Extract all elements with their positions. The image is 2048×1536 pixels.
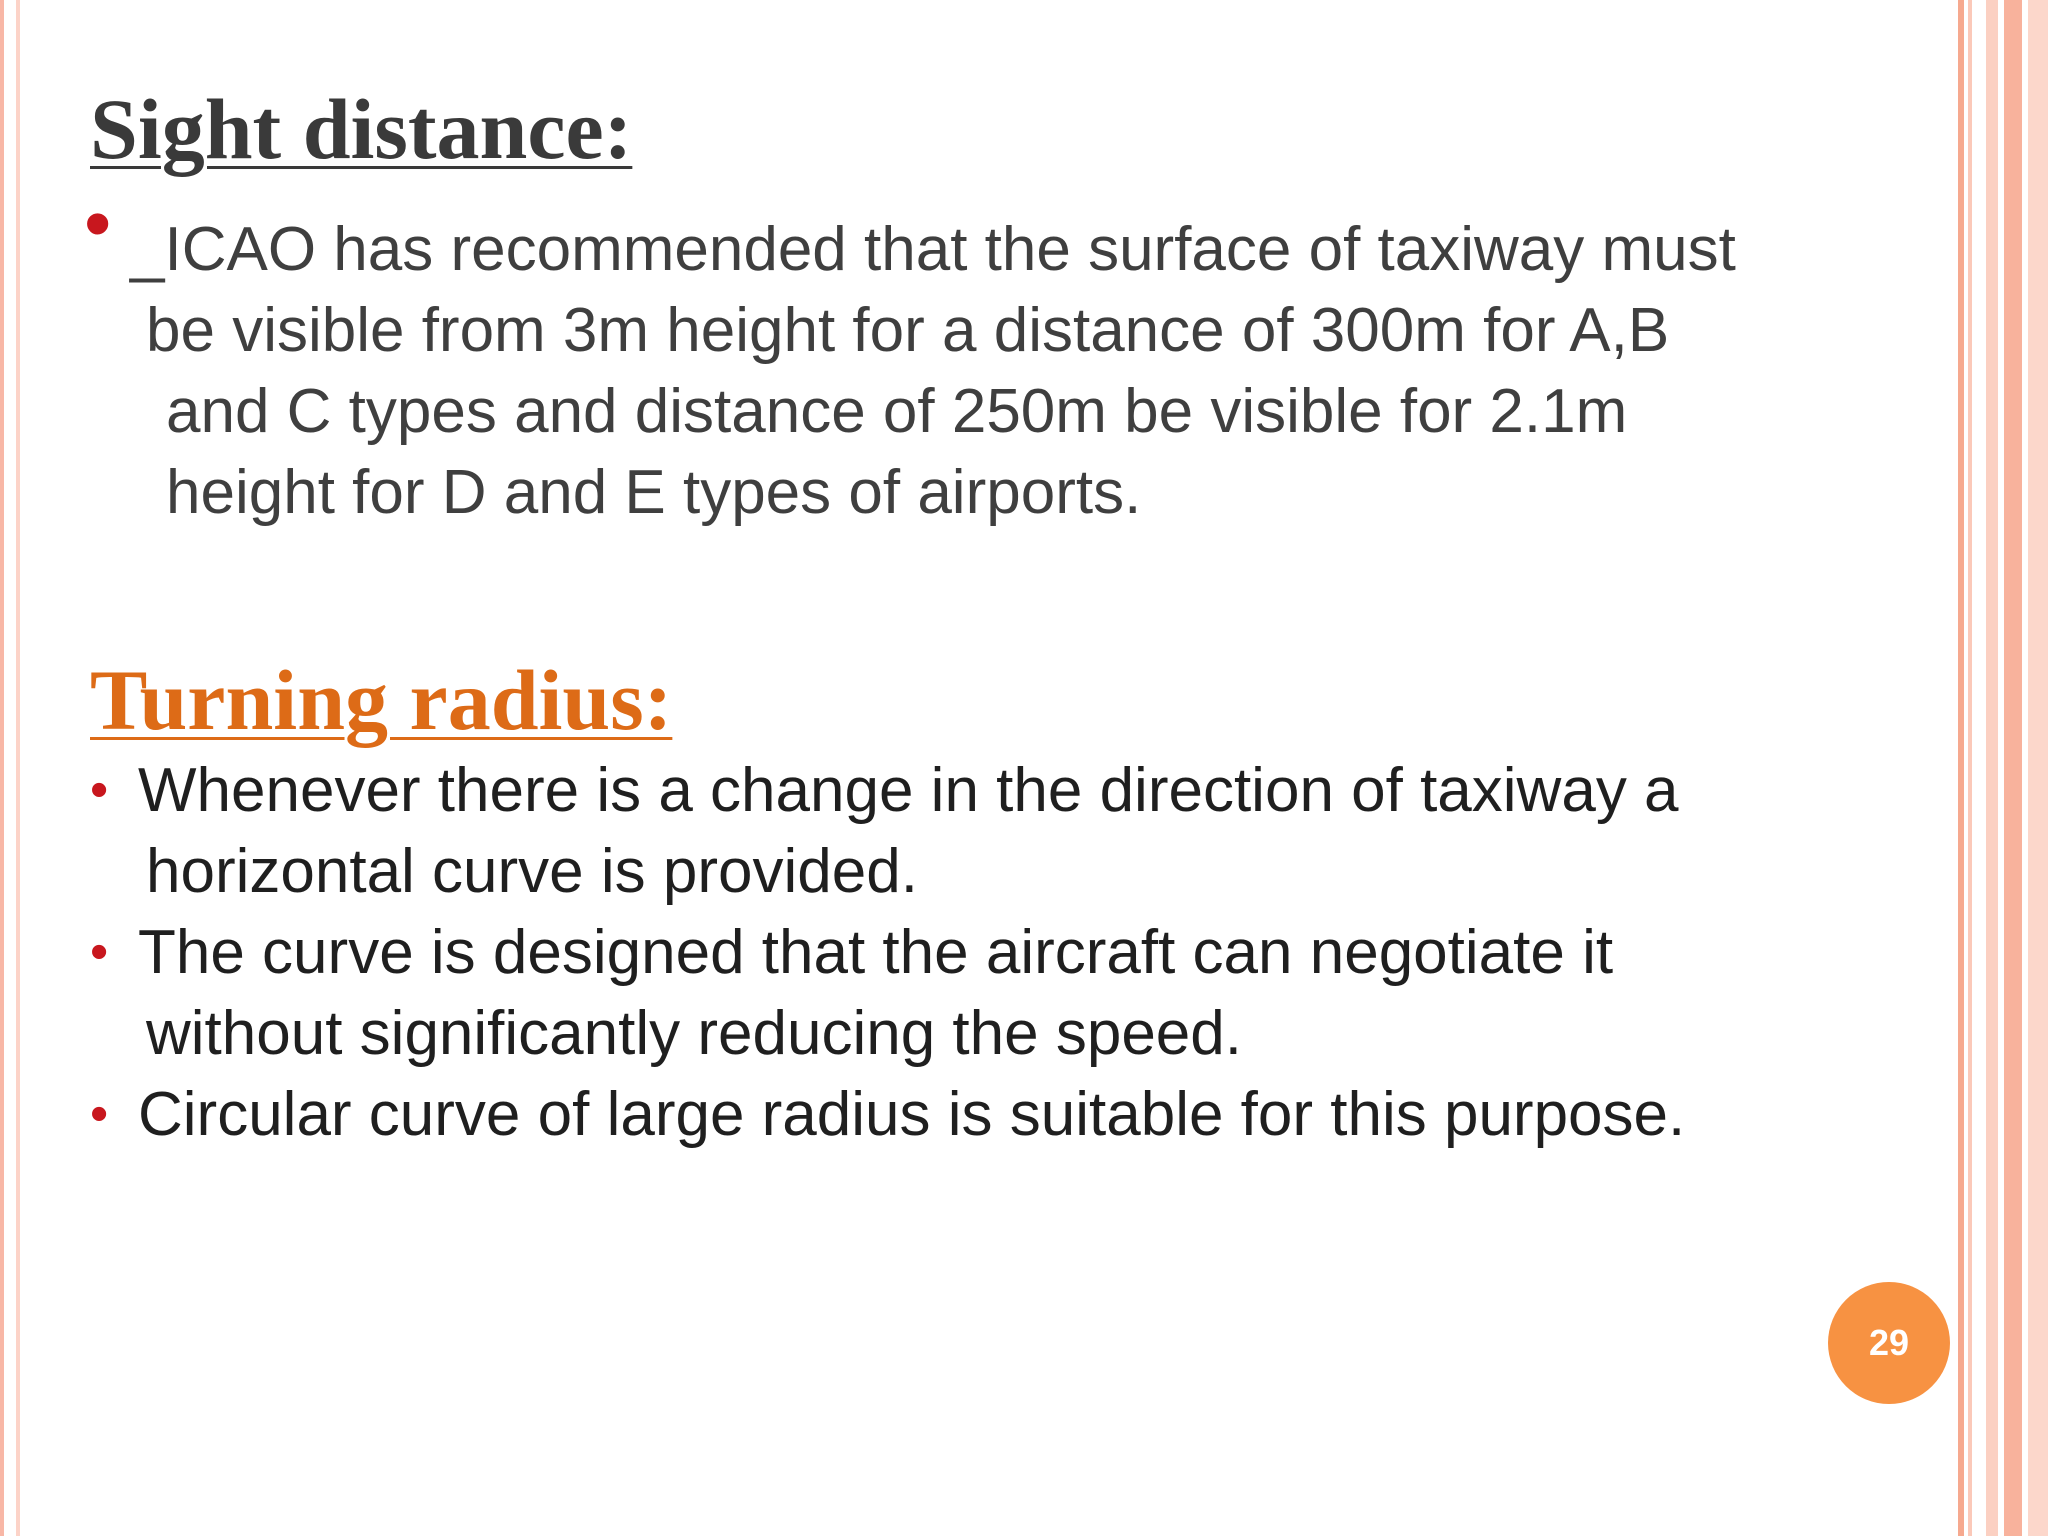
bullet-icon: • [90,760,109,819]
sight-line: be visible from 3m height for a distance of 300m for A,B [146,295,1670,365]
list-item [90,1074,1950,1155]
sight-distance-text [90,199,1950,533]
sight-distance-heading: Sight distance: [90,81,633,177]
border-stripe [2028,0,2048,1536]
list-item [90,750,1950,912]
border-stripe [1958,0,1964,1536]
slide-content [84,80,1950,1155]
sight-distance-paragraph [84,178,1950,533]
bullet-icon: • [90,922,109,981]
list-item-line: horizontal curve is provided. [146,836,918,906]
list-item-line: Circular curve of large radius is suitable for this purpose. [138,1079,1686,1149]
sight-line: and C types and distance of 250m be visible for 2.1m [166,376,1628,446]
border-stripe [1968,0,1972,1536]
list-item-line: The curve is designed that the aircraft can negotiate it [138,917,1614,987]
list-item-line: Whenever there is a change in the direction of taxiway a [138,755,1679,825]
turning-radius-heading: Turning radius: [90,651,673,748]
page-number-badge: 29 [1828,1282,1950,1404]
sight-line: height for D and E types of airports. [166,457,1142,527]
border-stripe [2004,0,2022,1536]
turning-radius-list [90,750,1950,1155]
bullet-icon: • [90,1084,109,1143]
border-stripe [1986,0,1998,1536]
sight-line: _ICAO has recommended that the surface of taxiway must [130,214,1736,284]
list-item [90,912,1950,1074]
list-item-line: without significantly reducing the speed. [146,998,1242,1068]
right-decorative-border [1958,0,2048,1536]
bullet-icon: • [84,178,112,267]
left-decorative-border [0,0,22,1536]
